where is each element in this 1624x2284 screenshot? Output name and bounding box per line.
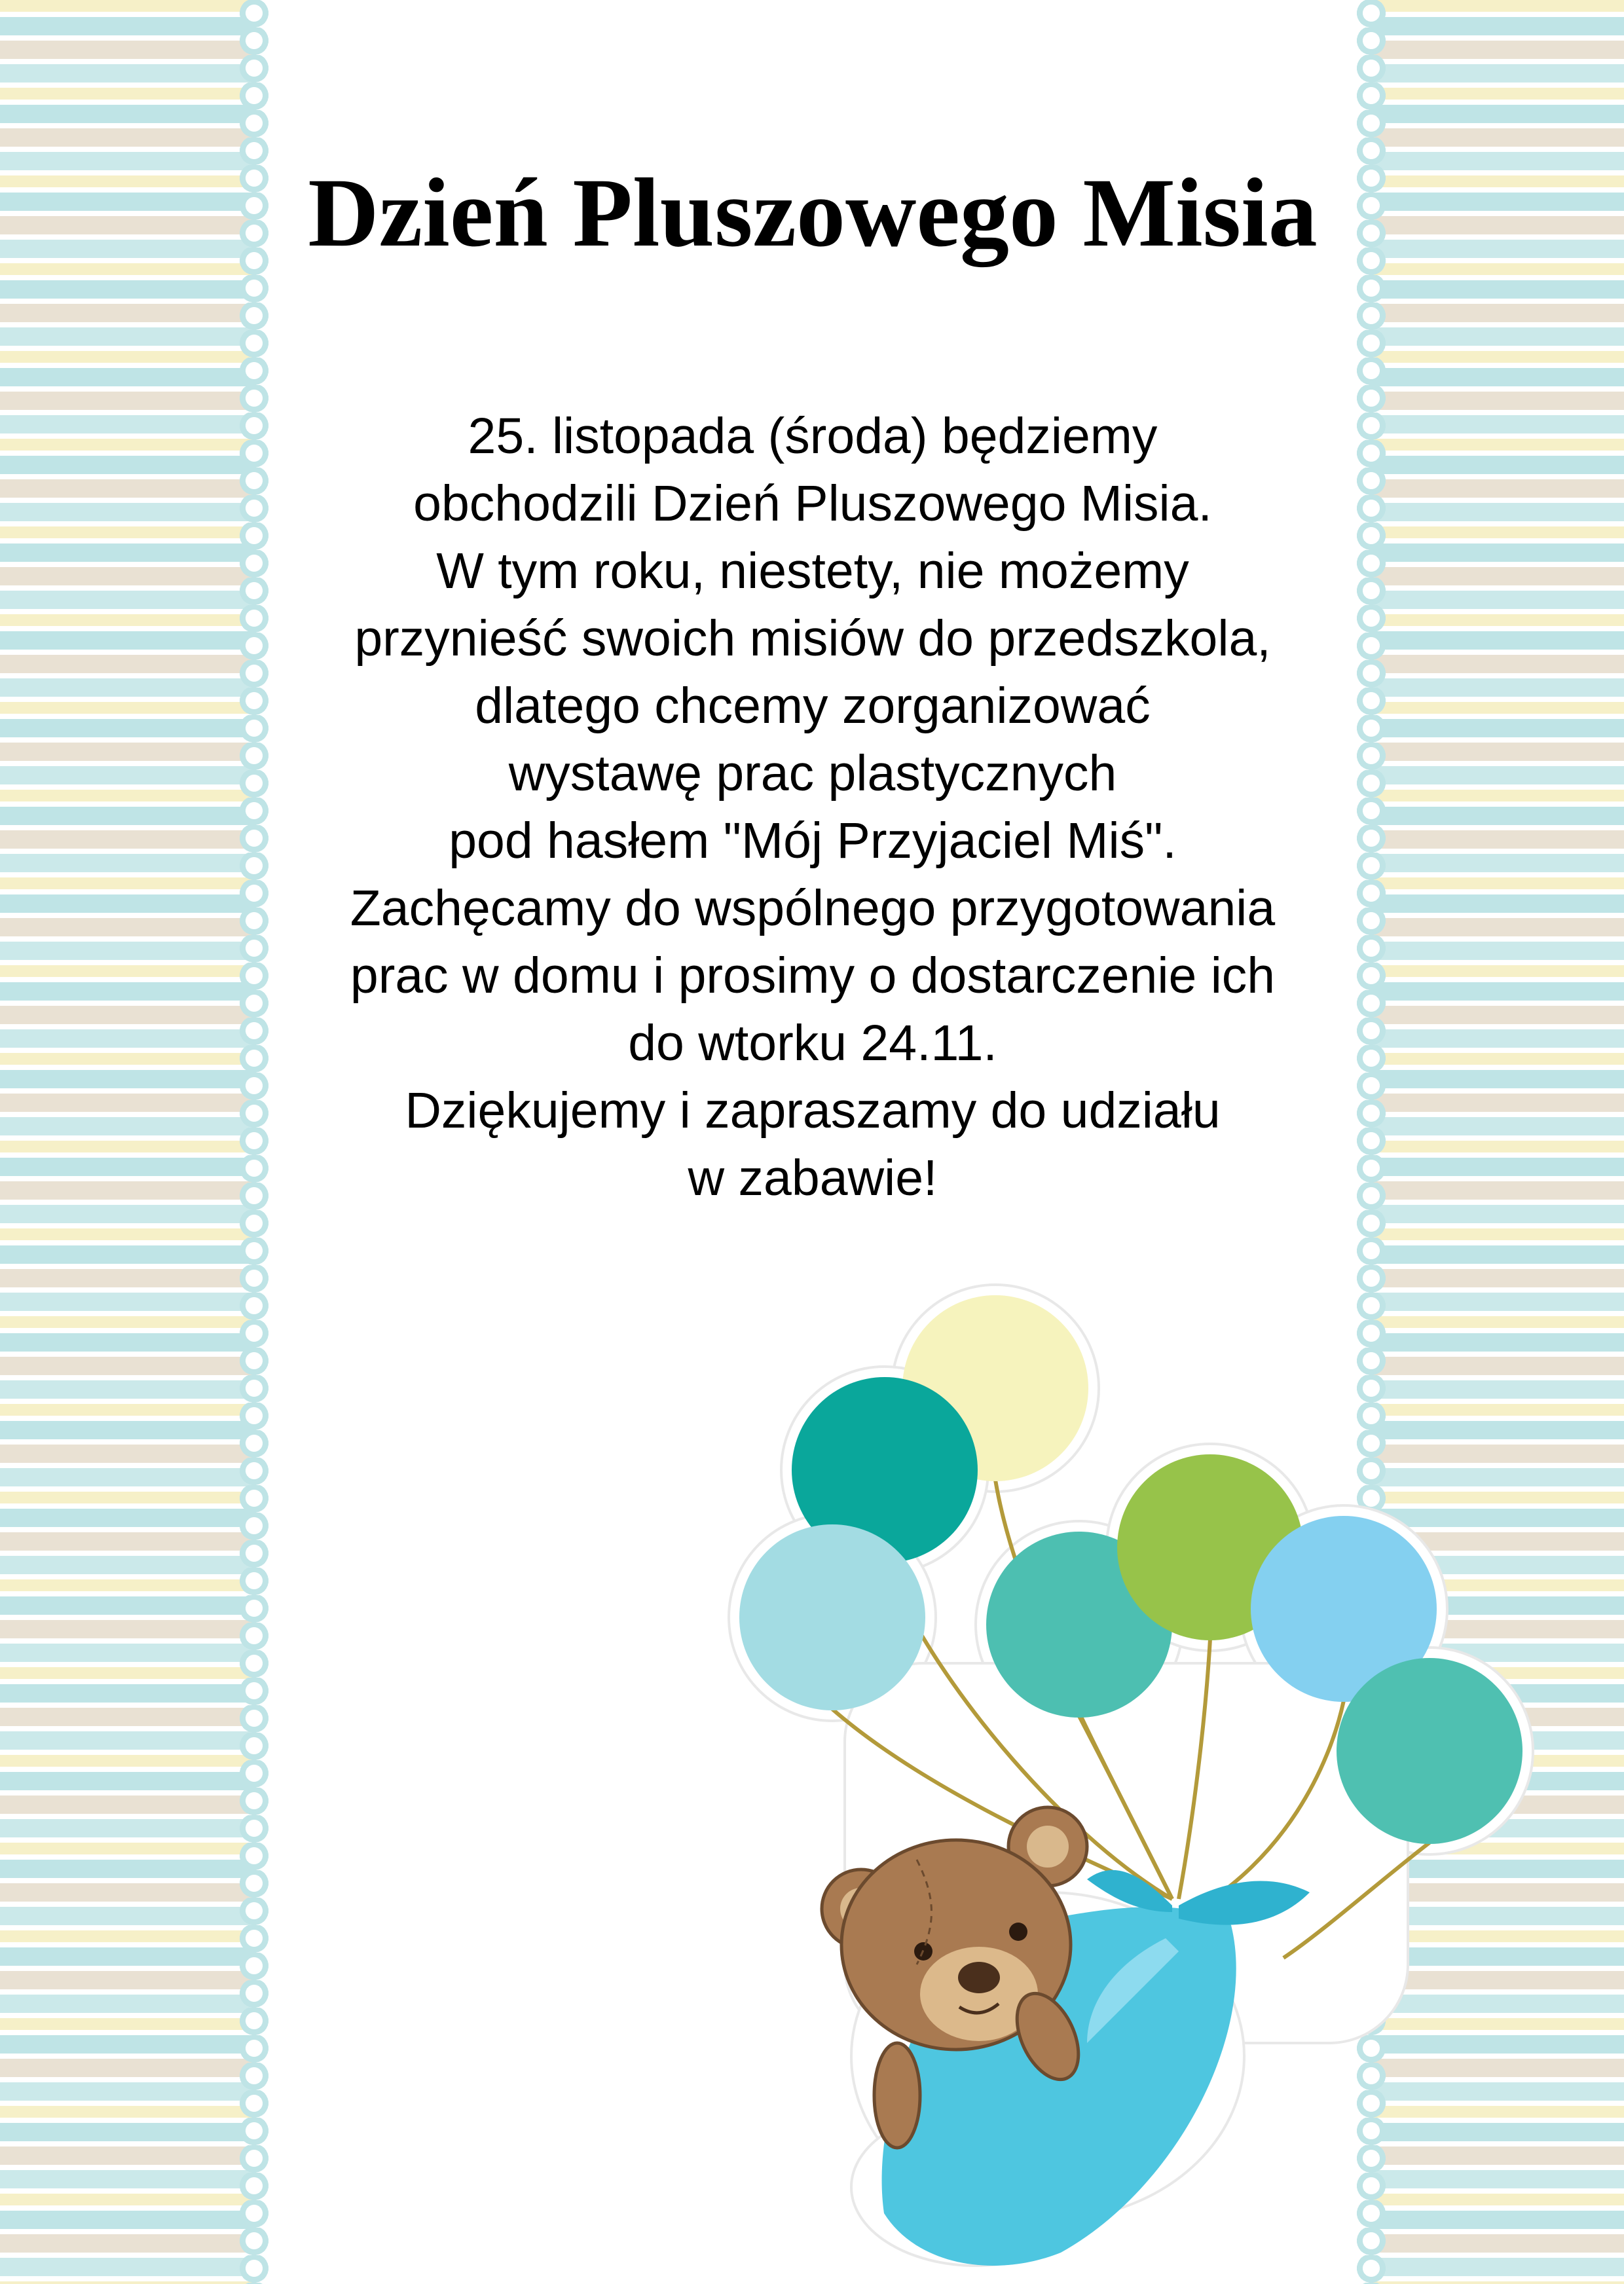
message-line: W tym roku, niestety, nie możemy [436,543,1189,599]
poster-title: Dzień Pluszowego Misia [308,158,1318,267]
teddy-bear-balloons-illustration [720,1270,1572,2279]
message-line: prac w domu i prosimy o dostarczenie ich [350,948,1276,1004]
message-line: w zabawie! [688,1150,938,1206]
message-line: przynieść swoich misiów do przedszkola, [354,610,1271,667]
message-line: obchodzili Dzień Pluszowego Misia. [413,475,1212,532]
mint-balloon [1337,1658,1522,1844]
message-line: Dziękujemy i zapraszamy do udziału [405,1082,1221,1139]
message-line: pod hasłem "Mój Przyjaciel Miś". [449,813,1177,869]
message-line: wystawę prac plastycznych [508,745,1117,801]
light-blue-balloon [739,1524,925,1710]
poster-message [254,403,1371,1212]
message-line: Zachęcamy do wspólnego przygotowania [350,880,1276,936]
message-line: do wtorku 24.11. [628,1015,997,1071]
left-striped-border [0,0,255,2284]
message-line: dlatego chcemy zorganizować [475,678,1151,734]
message-line: 25. listopada (środa) będziemy [468,408,1158,464]
